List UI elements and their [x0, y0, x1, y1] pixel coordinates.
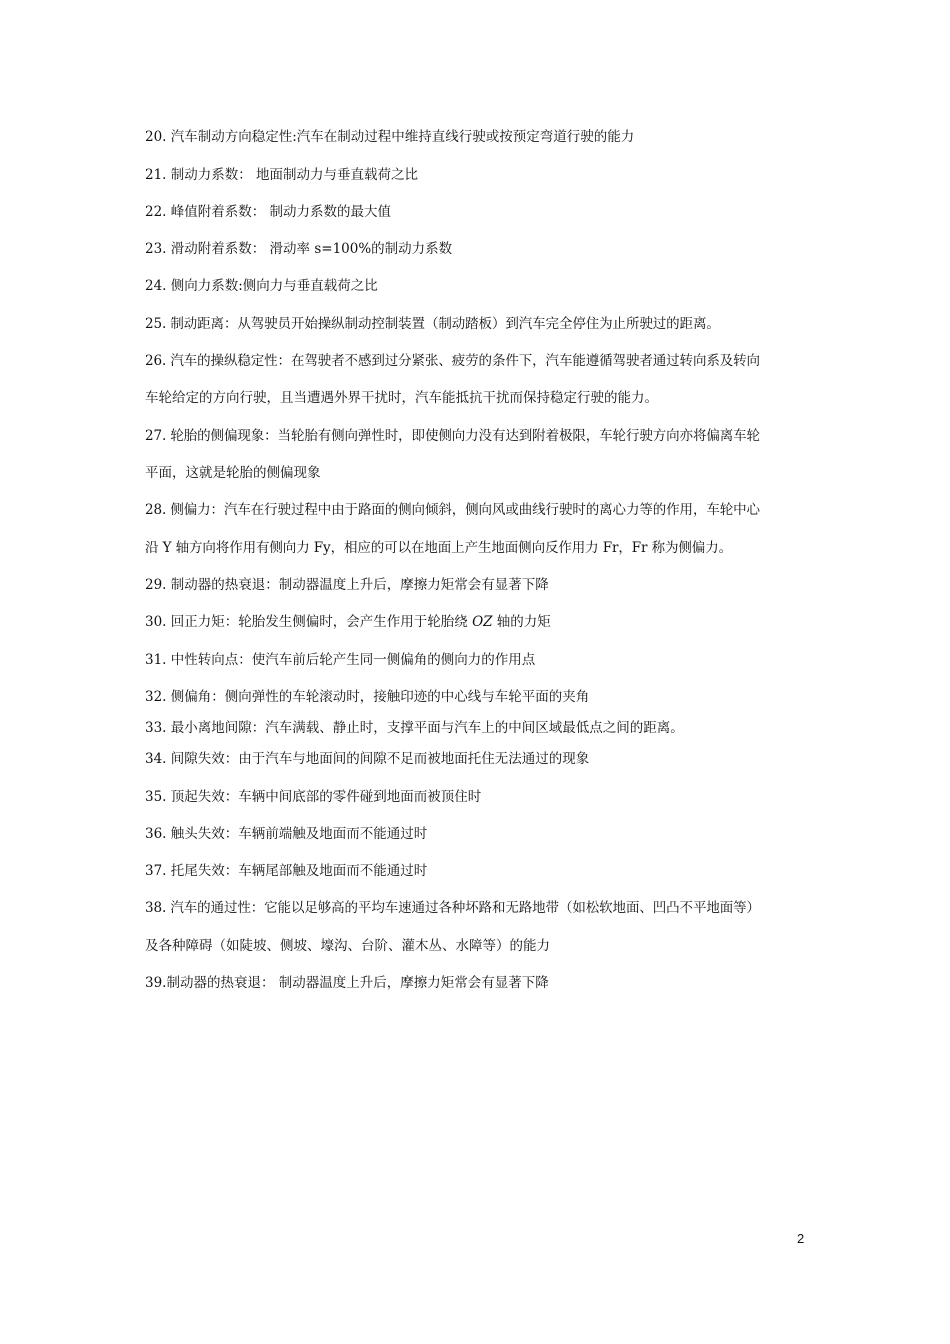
entry-38-line-1: 38. 汽车的通过性：它能以足够高的平均车速通过各种坏路和无路地带（如松软地面、凹凸不平地面等） [145, 900, 760, 916]
entry-28-line-1: 28. 侧偏力：汽车在行驶过程中由于路面的侧向倾斜，侧向风或曲线行驶时的离心力等的作用，车轮中心 [145, 502, 760, 518]
entry-30-text-before: 30. 回正力矩：轮胎发生侧偏时，会产生作用于轮胎绕 [145, 614, 473, 630]
entry-27-line-1: 27. 轮胎的侧偏现象：当轮胎有侧向弹性时，即使侧向力没有达到附着极限，车轮行驶方向亦将偏离车轮 [145, 428, 760, 444]
entry-35: 35. 顶起失效：车辆中间底部的零件碰到地面而被顶住时 [145, 789, 482, 805]
entry-32: 32. 侧偏角：侧向弹性的车轮滚动时，接触印迹的中心线与车轮平面的夹角 [145, 689, 590, 705]
entry-25: 25. 制动距离：从驾驶员开始操纵制动控制装置（制动踏板）到汽车完全停住为止所驶过的距离。 [145, 316, 720, 332]
entry-39: 39.制动器的热衰退： 制动器温度上升后，摩擦力矩常会有显著下降 [145, 975, 549, 991]
entry-38-line-2: 及各种障碍（如陡坡、侧坡、壕沟、台阶、灌木丛、水障等）的能力 [145, 938, 550, 954]
entry-33: 33. 最小离地间隙：汽车满载、静止时，支撑平面与汽车上的中间区域最低点之间的距离。 [145, 720, 684, 736]
page-number: 2 [797, 1231, 805, 1246]
entry-23: 23. 滑动附着系数： 滑动率 s=100%的制动力系数 [145, 241, 453, 257]
entry-31: 31. 中性转向点：使汽车前后轮产生同一侧偏角的侧向力的作用点 [145, 652, 536, 668]
entry-34: 34. 间隙失效：由于汽车与地面间的间隙不足而被地面托住无法通过的现象 [145, 751, 590, 767]
entry-21: 21. 制动力系数： 地面制动力与垂直载荷之比 [145, 167, 419, 183]
entry-30-text-after: 轴的力矩 [492, 614, 551, 630]
entry-26-line-1: 26. 汽车的操纵稳定性：在驾驶者不感到过分紧张、疲劳的条件下，汽车能遵循驾驶者通过转向系及转向 [145, 353, 760, 369]
entry-30-axis-symbol: OZ [472, 614, 493, 630]
entry-20: 20. 汽车制动方向稳定性:汽车在制动过程中维持直线行驶或按预定弯道行驶的能力 [145, 129, 635, 145]
entry-30 [145, 613, 815, 631]
entry-36: 36. 触头失效：车辆前端触及地面而不能通过时 [145, 826, 428, 842]
entry-26-line-2: 车轮给定的方向行驶，且当遭遇外界干扰时，汽车能抵抗干扰而保持稳定行驶的能力。 [145, 390, 658, 406]
entry-29: 29. 制动器的热衰退：制动器温度上升后，摩擦力矩常会有显著下降 [145, 577, 549, 593]
entry-37: 37. 托尾失效：车辆尾部触及地面而不能通过时 [145, 863, 428, 879]
entry-24: 24. 侧向力系数:侧向力与垂直载荷之比 [145, 278, 378, 294]
entry-28-line-2: 沿 Y 轴方向将作用有侧向力 Fy，相应的可以在地面上产生地面侧向反作用力 Fr，Fr 称为侧偏力。 [145, 540, 733, 556]
entry-22: 22. 峰值附着系数： 制动力系数的最大值 [145, 204, 392, 220]
entry-27-line-2: 平面，这就是轮胎的侧偏现象 [145, 465, 321, 481]
